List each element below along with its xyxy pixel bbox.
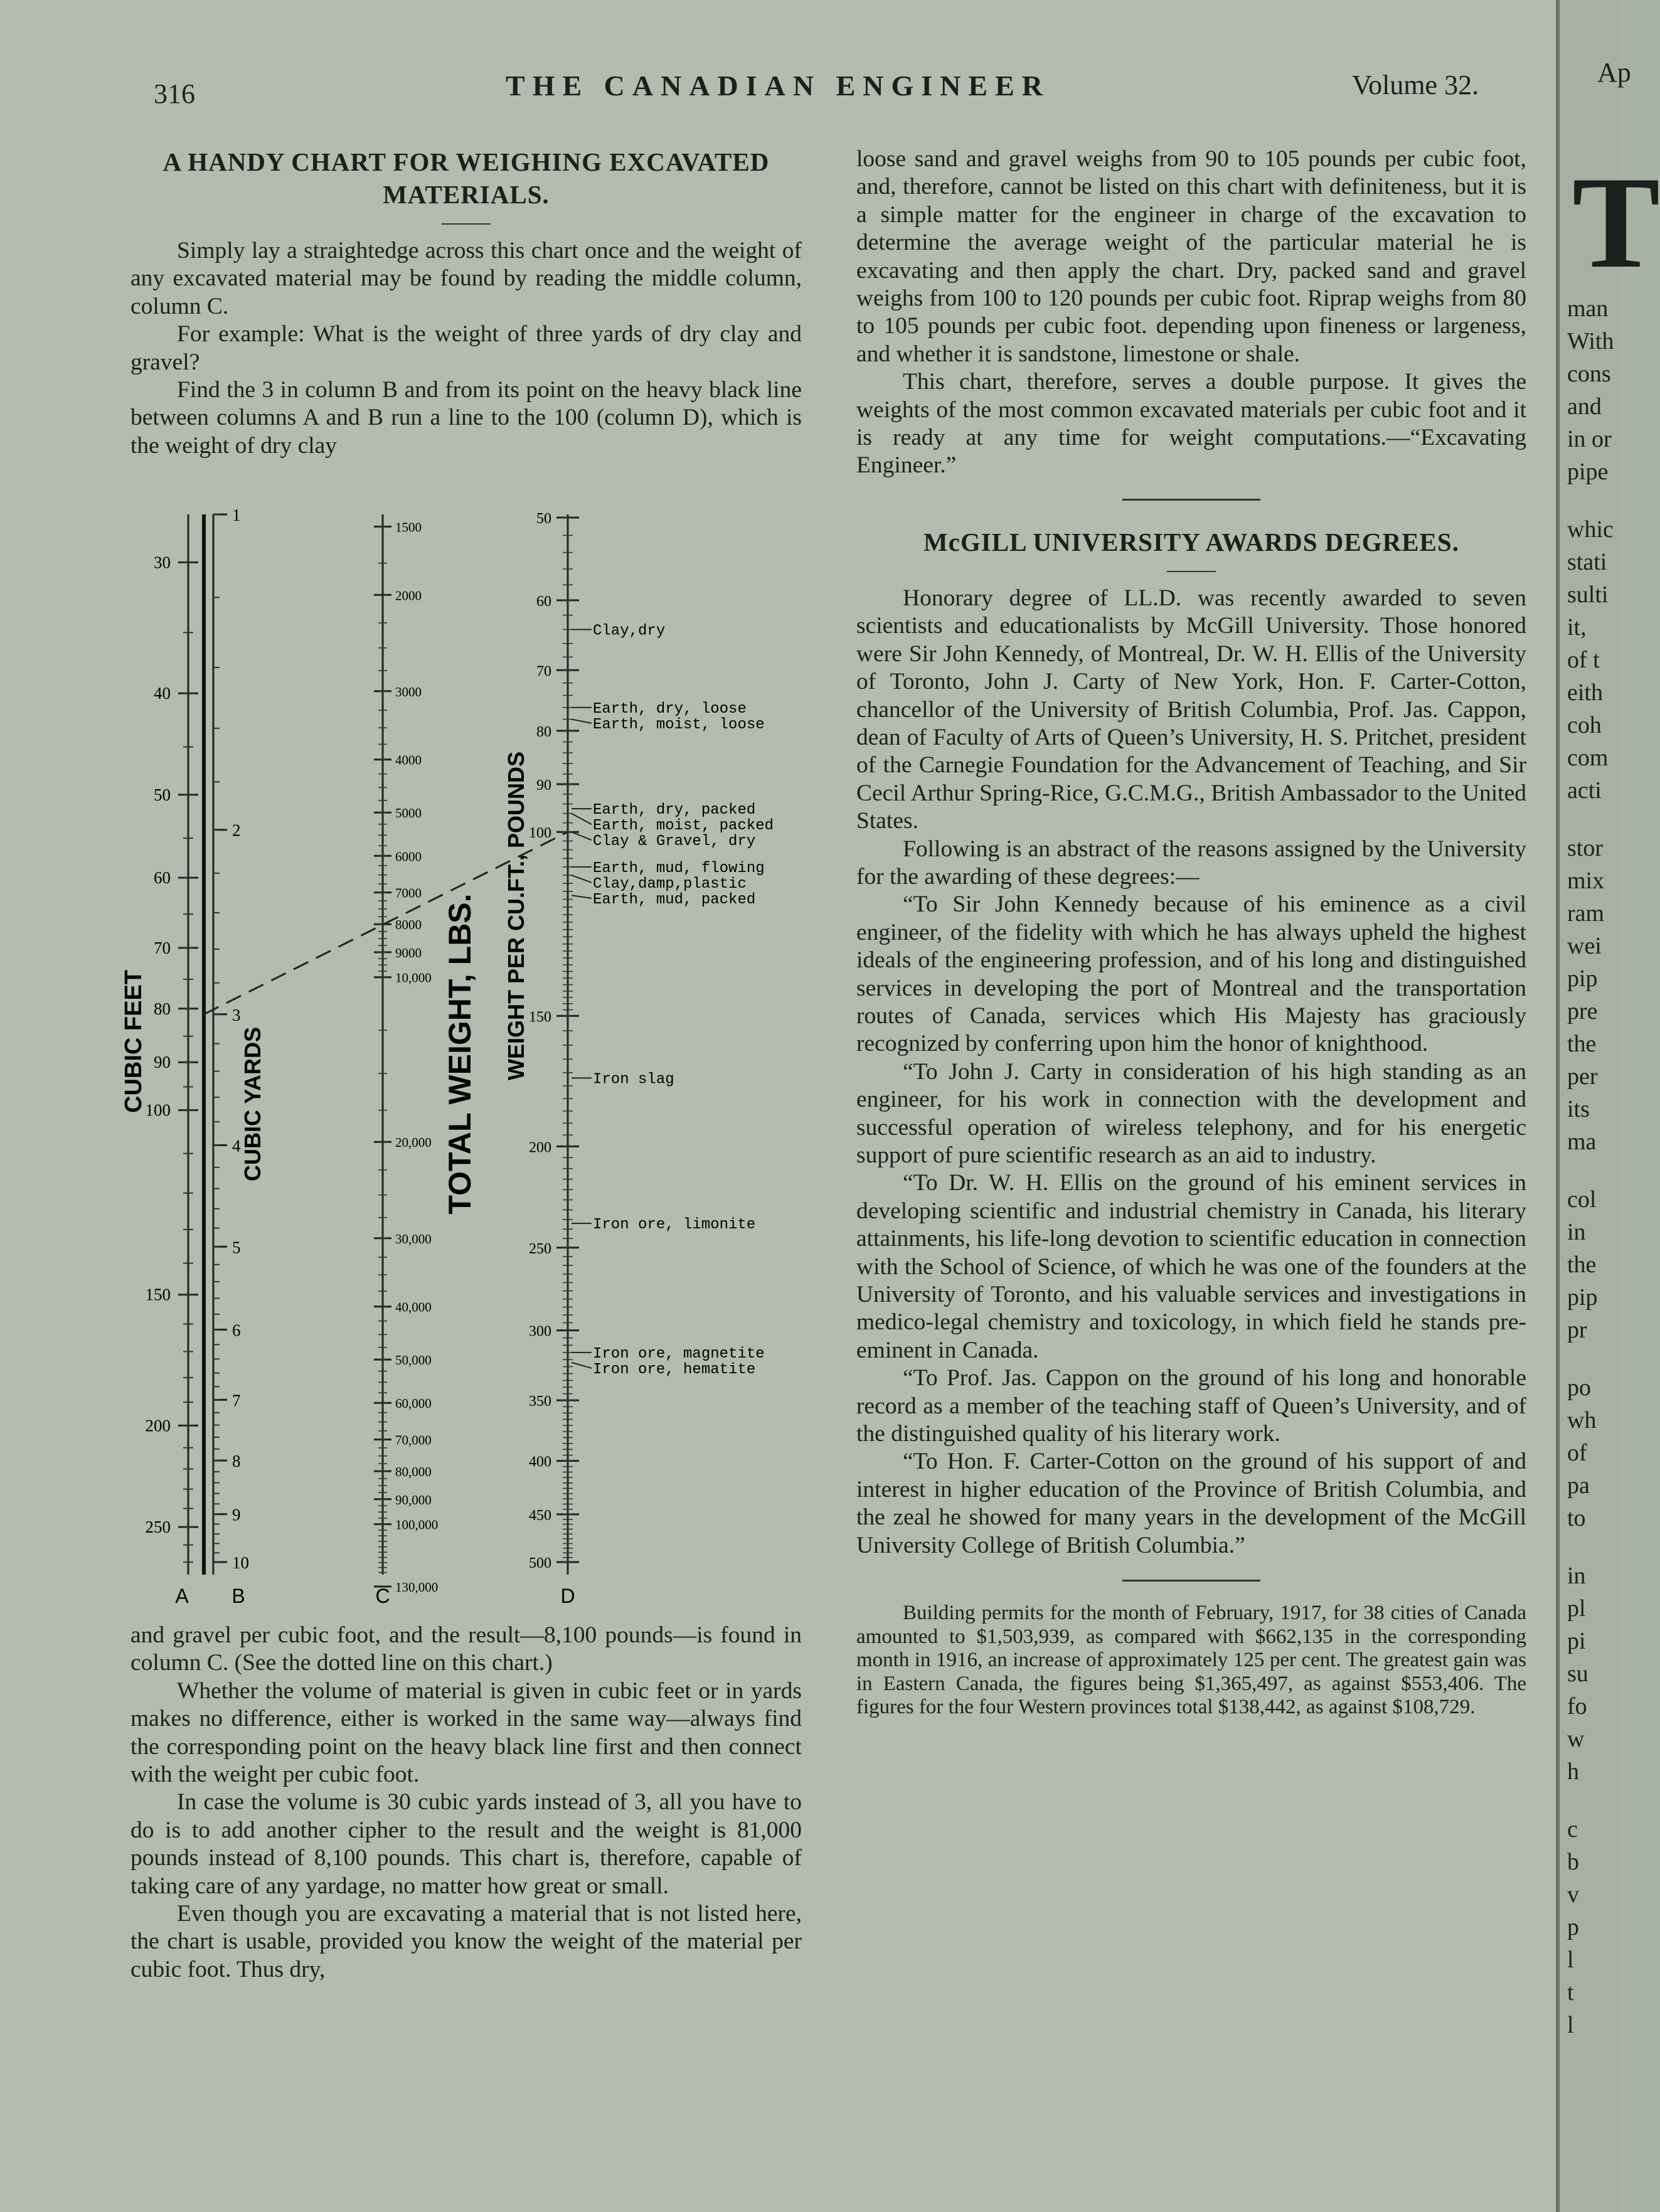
tick-label-a: 200	[145, 1416, 171, 1435]
tick-label-c: 40,000	[395, 1299, 432, 1315]
material-label: Earth, mud, flowing	[593, 859, 765, 877]
tick-label-d: 300	[529, 1323, 551, 1340]
tick-label-c: 50,000	[395, 1353, 432, 1368]
paragraph: “To Prof. Jas. Cappon on the ground of his long and honorable record as a member of the teaching staff of Queen’s University, and of the distinguished quality of his literary work.	[856, 1365, 1526, 1447]
adjacent-fragment: t	[1567, 1979, 1574, 2006]
tick-label-d: 350	[529, 1393, 551, 1410]
material-label: Earth, moist, loose	[593, 716, 765, 733]
tick-label-b: 8	[232, 1452, 241, 1471]
adjacent-fragment: pip	[1567, 965, 1598, 992]
tick-label-b: 7	[232, 1391, 241, 1410]
adjacent-fragment: of t	[1567, 647, 1600, 673]
tick-label-a: 100	[145, 1100, 171, 1120]
paragraph: For example: What is the weight of three yards of dry clay and gravel?	[130, 321, 802, 375]
tick-label-d: 200	[529, 1139, 551, 1156]
material-leader	[572, 875, 592, 883]
title-rule	[442, 223, 491, 225]
tick-label-a: 250	[145, 1518, 171, 1537]
paragraph: Find the 3 in column B and from its point on the heavy black line between columns A and B run a line to the 100 (column D), which is the weight of dry clay	[130, 377, 802, 459]
adjacent-fragment: fo	[1567, 1693, 1587, 1720]
adjacent-fragment: pre	[1567, 998, 1598, 1024]
adjacent-fragment: acti	[1567, 777, 1602, 804]
tick-label-a: 150	[145, 1285, 171, 1304]
tick-label-c: 6000	[395, 849, 422, 864]
axis-title-b: CUBIC YARDS	[240, 1026, 265, 1182]
adjacent-fragment: man	[1567, 295, 1609, 322]
paragraph: loose sand and gravel weighs from 90 to 105 pounds per cubic foot, and, therefore, cannot be listed on this chart with definiteness, but it is a simple matter for the engineer in charge of the excavation to determine the average weight of the particular material he is excavating and then apply the chart. Dry, packed sand and gravel weighs from 100 to 120 pounds per cubic foot. Riprap weighs from 80 to 105 pounds per cubic foot. depending upon fineness or largeness, and whether it is sandstone, limestone or shale.	[856, 146, 1526, 367]
column-letter: D	[560, 1585, 575, 1607]
tick-label-b: 2	[232, 821, 241, 840]
adjacent-fragment: With	[1567, 328, 1614, 354]
material-label: Clay & Gravel, dry	[593, 833, 756, 851]
adjacent-fragment: its	[1567, 1096, 1590, 1122]
volume-label: Volume 32.	[1352, 70, 1479, 100]
paragraph: “To Hon. F. Carter-Cotton on the ground of his support of and interest in higher education of the Province of British Columbia, and the zeal he showed for many years in the development of the McGill University College of British Columbia.”	[856, 1449, 1526, 1558]
adjacent-fragment: stor	[1567, 835, 1603, 861]
tick-label-a: 70	[154, 938, 171, 957]
nomogram-svg	[122, 502, 825, 1606]
adjacent-fragment: coh	[1567, 712, 1602, 738]
paragraph: Honorary degree of LL.D. was recently awarded to seven scientists and educationalists by McGill University. Those honored were Sir John Kennedy, of Montreal, Dr. W. H. Ellis of the University of Toronto, John J. Carty of New York, Hon. F. Carter-Cotton, chancellor of the University of British Columbia, Prof. Jas. Cappon, dean of Faculty of Arts of Queen’s University, H. S. Pritchet, president of the Carnegie Foundation for the Advancement of Teaching, and Sir Cecil Arthur Spring-Rice, G.C.M.G., British Ambassador to the United States.	[856, 585, 1526, 834]
adjacent-fragment: po	[1567, 1375, 1591, 1401]
adjacent-fragment: col	[1567, 1186, 1597, 1213]
tick-label-b: 1	[232, 506, 241, 524]
adjacent-fragment: eith	[1567, 679, 1603, 706]
material-leader	[572, 832, 592, 840]
tick-label-a: 40	[154, 684, 171, 703]
axis-title-d: WEIGHT PER CU.FT., POUNDS	[503, 751, 529, 1081]
adjacent-fragment: stati	[1567, 549, 1607, 575]
tick-label-d: 250	[529, 1240, 551, 1257]
right-column	[856, 146, 1526, 1720]
material-label: Earth, mud, packed	[593, 891, 756, 908]
tick-label-c: 2000	[395, 588, 422, 604]
adjacent-fragment: wh	[1567, 1407, 1597, 1433]
page-header	[0, 69, 1556, 119]
adjacent-fragment: w	[1567, 1726, 1585, 1752]
tick-label-c: 9000	[395, 945, 422, 960]
adjacent-fragment: cons	[1567, 361, 1611, 387]
article-title-chart: A HANDY CHART FOR WEIGHING EXCAVATED MATERIALS.	[162, 147, 770, 209]
tick-label-b: 9	[232, 1505, 241, 1524]
adjacent-fragment: wei	[1567, 933, 1602, 959]
adjacent-fragment: the	[1567, 1031, 1597, 1057]
adjacent-fragment: h	[1567, 1758, 1579, 1785]
tick-label-a: 80	[154, 999, 171, 1018]
adjacent-fragment: l	[1567, 1947, 1574, 1973]
paragraph: This chart, therefore, serves a double purpose. It gives the weights of the most common excavated materials per cubic foot and it is ready at any time for weight computations.—“Excavating Engineer.”	[856, 369, 1526, 479]
paragraph: and gravel per cubic foot, and the result—8,100 pounds—is found in column C. (See the dotted line on this chart.)	[130, 1622, 802, 1676]
adjacent-fragment: su	[1567, 1661, 1588, 1687]
paragraph: Simply lay a straightedge across this chart once and the weight of any excavated material may be found by reading the middle column, column C.	[130, 238, 802, 319]
tick-label-a: 30	[154, 553, 171, 572]
tick-label-c: 8000	[395, 917, 422, 933]
material-label: Earth, dry, loose	[593, 700, 747, 718]
tick-label-d: 500	[529, 1555, 551, 1571]
tick-label-c: 10,000	[395, 970, 432, 986]
adjacent-fragment: pr	[1567, 1317, 1587, 1343]
tick-label-c: 90,000	[395, 1492, 432, 1507]
adjacent-fragment: p	[1567, 1914, 1579, 1940]
material-label: Earth, moist, packed	[593, 817, 774, 835]
adjacent-fragment: to	[1567, 1505, 1586, 1531]
material-label: Iron slag	[593, 1071, 674, 1088]
left-column	[130, 146, 802, 460]
tick-label-c: 4000	[395, 752, 422, 768]
paragraph: “To Dr. W. H. Ellis on the ground of his eminent services in developing scientific and industrial chemistry in Canada, his literary attainments, his life-long devotion to scientific education in connection with the School of Science, of which he was one of the founders at the University of Toronto, and his valuable services and investigations in medico-legal chemistry and toxicology, in which field he stands pre-eminent in Canada.	[856, 1170, 1526, 1363]
material-label: Iron ore, magnetite	[593, 1345, 765, 1363]
material-leader	[572, 814, 592, 824]
paragraph: “To John J. Carty in consideration of his high standing as an engineer, for his work in connection with the development and successful operation of wireless telephony, and for his energetic support of pure scientific research as an aid to industry.	[856, 1058, 1526, 1168]
tick-label-a: 90	[154, 1053, 171, 1072]
tick-label-c: 70,000	[395, 1432, 432, 1448]
adjacent-fragment: whic	[1567, 516, 1614, 543]
adjacent-fragment: in	[1567, 1563, 1586, 1589]
adjacent-fragment: and	[1567, 393, 1602, 420]
adjacent-page-edge	[1556, 0, 1660, 2212]
paragraph: Even though you are excavating a material that is not listed here, the chart is usable, provided you know the weight of the material per cubic foot. Thus dry,	[130, 1901, 802, 1982]
adjacent-fragment: pipe	[1567, 459, 1609, 485]
tick-label-c: 130,000	[395, 1580, 439, 1595]
tick-label-c: 7000	[395, 885, 422, 901]
material-label: Iron ore, limonite	[593, 1216, 756, 1234]
tick-label-c: 5000	[395, 806, 422, 821]
adjacent-fragment: pa	[1567, 1472, 1590, 1499]
paragraph: Whether the volume of material is given in cubic feet or in yards makes no difference, either is worked in the same way—always find the corresponding point on the heavy black line first and then connect with the weight per cubic foot.	[130, 1678, 802, 1788]
section-divider	[1122, 499, 1260, 501]
column-letter: C	[375, 1585, 390, 1607]
adjacent-fragment: ma	[1567, 1129, 1597, 1155]
adjacent-fragment: pl	[1567, 1595, 1586, 1622]
material-label: Earth, dry, packed	[593, 802, 756, 819]
tick-label-d: 150	[529, 1009, 551, 1026]
tick-label-d: 400	[529, 1454, 551, 1470]
tick-label-b: 6	[232, 1321, 241, 1340]
tick-label-a: 60	[154, 868, 171, 888]
adjacent-fragment: b	[1567, 1849, 1579, 1875]
material-label: Iron ore, hematite	[593, 1361, 756, 1378]
tick-label-d: 80	[536, 723, 551, 740]
adjacent-initial: T	[1572, 150, 1660, 295]
tick-label-b: 10	[232, 1553, 249, 1572]
tick-label-d: 450	[529, 1507, 551, 1524]
tick-label-c: 30,000	[395, 1231, 432, 1247]
adjacent-fragment: the	[1567, 1252, 1597, 1278]
title-rule	[1167, 571, 1216, 572]
journal-title: THE CANADIAN ENGINEER	[506, 70, 1050, 102]
paragraph: “To Sir John Kennedy because of his eminence as a civil engineer, of the fidelity with which he has always upheld the highest ideals of the engineering profession, and of his long and distinguished services in developing the port of Montreal and the transportation routes of Canada, services which His Majesty has graciously recognized by conferring upon him the honor of knighthood.	[856, 891, 1526, 1057]
tick-label-a: 50	[154, 785, 171, 804]
tick-label-d: 60	[536, 593, 551, 610]
adjacent-fragment: ram	[1567, 900, 1605, 927]
tick-label-d: 90	[536, 777, 551, 794]
axis-title-c: TOTAL WEIGHT, LBS.	[442, 893, 477, 1215]
building-permits-note: Building permits for the month of February, 1917, for 38 cities of Canada amounted to $1,503,939, as compared with $662,135 in the corresponding month in 1916, an increase of approximately 125 per cent. The greatest gain was in Eastern Canada, the figures being $1,365,497, as against $553,406. The figures for the four Western provinces total $138,442, as against $108,729.	[856, 1602, 1526, 1719]
adjacent-fragment: pi	[1567, 1628, 1586, 1654]
tick-label-b: 3	[232, 1005, 241, 1024]
adjacent-fragment: it,	[1567, 614, 1587, 641]
tick-label-d: 50	[536, 511, 551, 527]
nomogram-chart	[122, 502, 825, 1606]
adjacent-fragment: in or	[1567, 426, 1612, 452]
tick-label-d: 100	[529, 825, 551, 842]
tick-label-d: 70	[536, 663, 551, 680]
page-number: 316	[154, 78, 195, 109]
adjacent-fragment: mix	[1567, 868, 1605, 894]
tick-label-c: 3000	[395, 684, 422, 699]
material-leader	[572, 720, 592, 723]
adjacent-fragment: per	[1567, 1063, 1598, 1090]
axis-title-a: CUBIC FEET	[120, 970, 147, 1113]
adjacent-fragment: Ap	[1597, 57, 1631, 88]
adjacent-fragment: sulti	[1567, 582, 1609, 608]
adjacent-fragment: c	[1567, 1816, 1578, 1842]
adjacent-fragment: v	[1567, 1881, 1579, 1908]
material-leader	[572, 1363, 592, 1368]
tick-label-c: 80,000	[395, 1464, 432, 1480]
material-leader	[572, 895, 592, 898]
material-label: Clay,damp,plastic	[593, 875, 747, 893]
material-label: Clay,dry	[593, 622, 666, 640]
paragraph: In case the volume is 30 cubic yards instead of 3, all you have to do is to add another cipher to the result and the weight is 81,000 pounds instead of 8,100 pounds. This chart is, therefore, capable of taking care of any yardage, no matter how great or small.	[130, 1789, 802, 1899]
adjacent-fragment: com	[1567, 745, 1609, 771]
adjacent-fragment: pip	[1567, 1284, 1598, 1311]
column-letter: A	[175, 1585, 189, 1607]
tick-label-c: 100,000	[395, 1517, 439, 1533]
tick-label-b: 4	[232, 1136, 241, 1156]
tick-label-c: 1500	[395, 519, 422, 535]
adjacent-fragment: of	[1567, 1440, 1587, 1466]
paragraph: Following is an abstract of the reasons assigned by the University for the awarding of these degrees:—	[856, 836, 1526, 890]
column-letter: B	[231, 1585, 245, 1607]
adjacent-fragment: l	[1567, 2012, 1574, 2038]
article-title-mcgill: McGILL UNIVERSITY AWARDS DEGREES.	[923, 527, 1459, 556]
section-divider	[1122, 1580, 1260, 1582]
tick-label-c: 20,000	[395, 1135, 432, 1151]
left-column-continued	[130, 1622, 802, 1984]
tick-label-b: 5	[232, 1238, 241, 1257]
tick-label-c: 60,000	[395, 1396, 432, 1412]
adjacent-fragment: in	[1567, 1219, 1586, 1245]
